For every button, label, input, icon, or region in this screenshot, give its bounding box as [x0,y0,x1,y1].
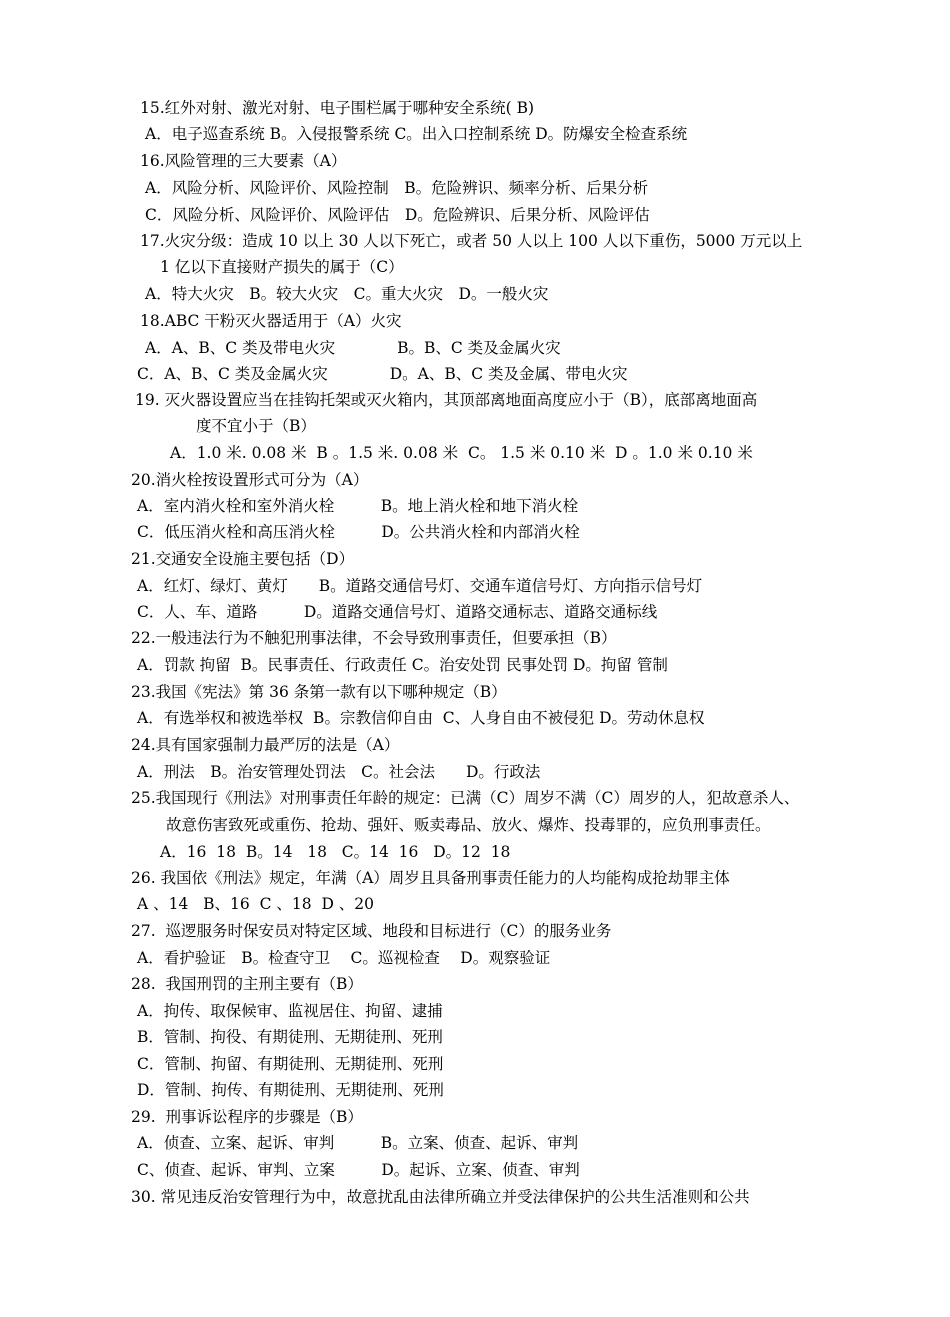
text-line: 21.交通安全设施主要包括（D） [131,550,355,568]
text-line: 29. 刑事诉讼程序的步骤是（B） [131,1108,363,1126]
text-line: 16.风险管理的三大要素（A） [140,152,347,170]
text-line: 24.具有国家强制力最严厉的法是（A） [131,736,400,754]
text-line: A．特大火灾 B。较大火灾 C。重大火灾 D。一般火灾 [145,285,549,303]
text-line: C、侦查、起诉、审判、立案 D。起诉、立案、侦查、审判 [137,1161,580,1179]
text-line: A．看护验证 B。检查守卫 C。巡视检查 D。观察验证 [137,949,551,967]
text-line: C．低压消火栓和高压消火栓 D。公共消火栓和内部消火栓 [137,523,580,541]
text-line: 度不宜小于（B） [196,417,316,435]
text-line: C．A、B、C 类及金属火灾 D。A、B、C 类及金属、带电火灾 [137,365,628,383]
text-line: A．16 18 B。14 18 C。14 16 D。12 18 [160,843,511,861]
text-line: A 、14 B、16 C 、18 D 、20 [137,895,375,913]
text-line: A．A、B、C 类及带电火灾 B。B、C 类及金属火灾 [145,339,561,357]
text-line: B．管制、拘役、有期徒刑、无期徒刑、死刑 [137,1028,443,1046]
text-line: A．红灯、绿灯、黄灯 B。道路交通信号灯、交通车道信号灯、方向指示信号灯 [137,577,703,595]
text-line: 28. 我国刑罚的主刑主要有（B） [131,975,363,993]
text-line: 20.消火栓按设置形式可分为（A） [131,471,369,489]
text-line: 1 亿以下直接财产损失的属于（C） [160,258,404,276]
text-line: 26. 我国依《刑法》规定，年满（A）周岁且具备刑事责任能力的人均能构成抢劫罪主体 [131,869,730,887]
text-line: 故意伤害致死或重伤、抢劫、强奸、贩卖毒品、放火、爆炸、投毒罪的，应负刑事责任。 [166,816,771,834]
text-line: A．拘传、取保候审、监视居住、拘留、逮捕 [137,1002,443,1020]
text-line: 27. 巡逻服务时保安员对特定区域、地段和目标进行（C）的服务业务 [131,922,612,940]
text-line: 19. 灭火器设置应当在挂钩托架或灭火箱内，其顶部离地面高度应小于（B），底部离地面高 [135,391,758,409]
text-line: A．风险分析、风险评价、风险控制 B。危险辨识、频率分析、后果分析 [145,179,649,197]
text-line: C．风险分析、风险评价、风险评估 D。危险辨识、后果分析、风险评估 [145,206,650,224]
text-line: C．管制、拘留、有期徒刑、无期徒刑、死刑 [137,1055,444,1073]
text-line: A．侦查、立案、起诉、审判 B。立案、侦查、起诉、审判 [137,1134,579,1152]
text-line: 30. 常见违反治安管理行为中，故意扰乱由法律所确立并受法律保护的公共生活准则和公共 [131,1188,750,1206]
text-line: A．刑法 B。治安管理处罚法 C。社会法 D。行政法 [137,763,541,781]
text-line: A．有选举权和被选举权 B。宗教信仰自由 C、人身自由不被侵犯 D。劳动休息权 [137,709,705,727]
text-line: 25.我国现行《刑法》对刑事责任年龄的规定：已满（C）周岁不满（C）周岁的人，犯故意杀人、 [131,789,800,807]
text-line: A．罚款 拘留 B。民事责任、行政责任 C。治安处罚 民事处罚 D。拘留 管制 [137,656,668,674]
text-line: A．1.0 米. 0.08 米 B 。1.5 米. 0.08 米 C。 1.5 米 0.10 米 D 。1.0 米 0.10 米 [170,444,753,462]
text-line: 22.一般违法行为不触犯刑事法律，不会导致刑事责任，但要承担（B） [131,629,617,647]
text-line: 18.ABC 干粉灭火器适用于（A）火灾 [140,312,402,330]
text-line: A．电子巡查系统 B。入侵报警系统 C。出入口控制系统 D。防爆安全检查系统 [145,125,688,143]
text-line: 23.我国《宪法》第 36 条第一款有以下哪种规定（B） [131,683,507,701]
text-line: A．室内消火栓和室外消火栓 B。地上消火栓和地下消火栓 [137,497,579,515]
text-line: D．管制、拘传、有期徒刑、无期徒刑、死刑 [137,1081,444,1099]
text-line: 17.火灾分级：造成 10 以上 30 人以下死亡，或者 50 人以上 100 人以下重伤，5000 万元以上 [140,232,803,250]
text-line: C．人、车、道路 D。道路交通信号灯、道路交通标志、道路交通标线 [137,603,658,621]
text-line: 15.红外对射、激光对射、电子围栏属于哪种安全系统( B) [140,99,535,117]
